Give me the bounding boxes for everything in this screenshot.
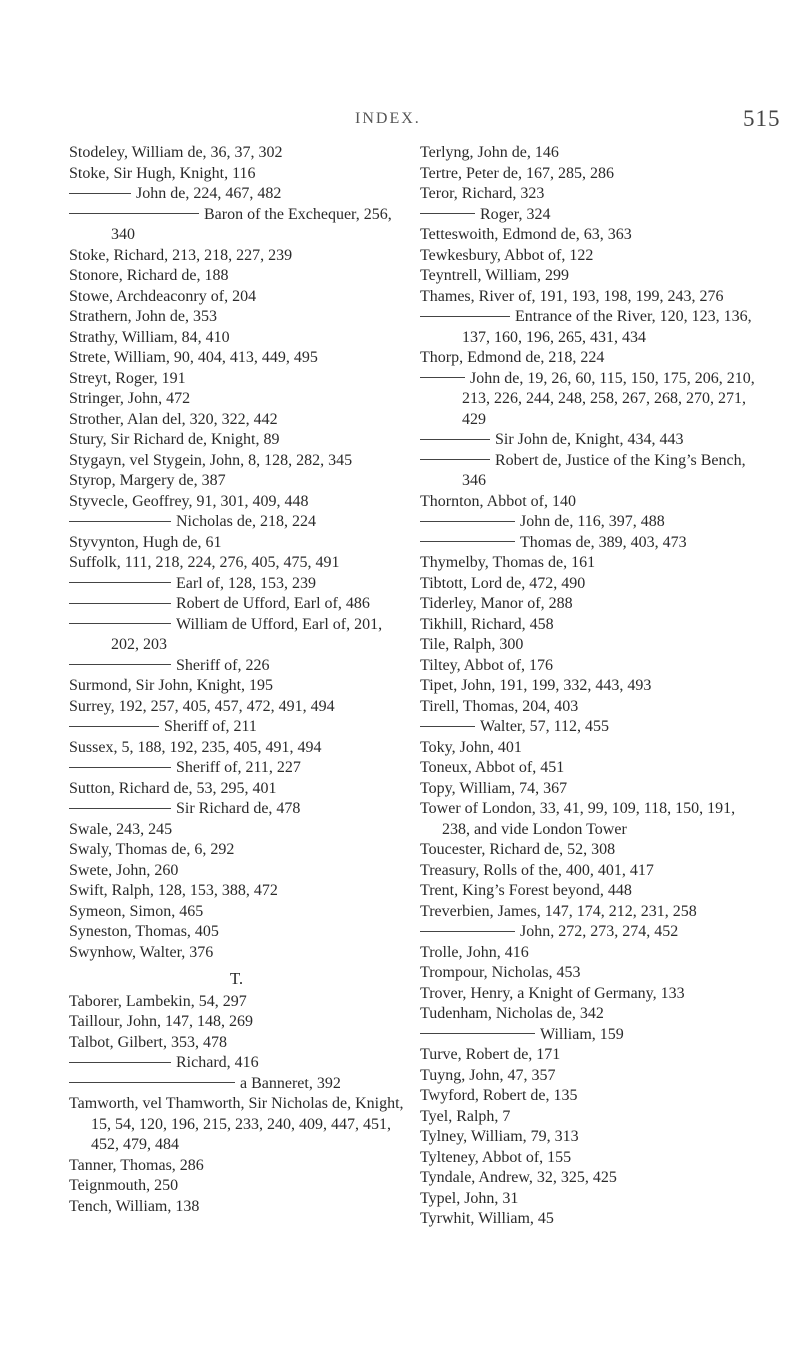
entry-text: Robert de, Justice of the King’s Bench, 346	[462, 451, 746, 489]
index-entry	[420, 738, 760, 759]
index-entry	[420, 164, 760, 185]
index-entry	[69, 471, 404, 492]
index-subentry	[420, 922, 760, 943]
index-entry	[420, 676, 760, 697]
entry-text: Stygayn, vel Stygein, John, 8, 128, 282, 345	[69, 451, 353, 469]
index-entry	[420, 1127, 760, 1148]
index-subentry	[69, 799, 404, 820]
index-entry	[420, 656, 760, 677]
index-entry	[420, 492, 760, 513]
ditto-dash	[69, 623, 171, 624]
index-entry	[69, 492, 404, 513]
index-subentry	[420, 205, 760, 226]
index-subentry	[69, 574, 404, 595]
index-entry	[69, 943, 404, 964]
entry-text: Strete, William, 90, 404, 413, 449, 495	[69, 349, 318, 366]
entry-text: Tirell, Thomas, 204, 403	[420, 697, 579, 715]
ditto-dash	[69, 521, 171, 522]
ditto-dash	[420, 377, 465, 378]
index-subentry	[69, 1074, 404, 1095]
index-entry	[420, 615, 760, 636]
index-entry	[420, 266, 760, 287]
index-subentry	[69, 205, 404, 246]
index-entry	[420, 1066, 760, 1087]
index-entry	[420, 799, 760, 840]
index-entry	[69, 697, 404, 718]
entry-text: John, 272, 273, 274, 452	[520, 923, 679, 940]
index-entry	[420, 143, 760, 164]
entry-text: Tyel, Ralph, 7	[420, 1107, 511, 1125]
entry-text: Tylteney, Abbot of, 155	[420, 1148, 572, 1166]
index-subentry	[420, 717, 760, 738]
entry-text: Thomas de, 389, 403, 473	[520, 533, 687, 551]
entry-text: Trolle, John, 416	[420, 943, 529, 961]
index-entry	[69, 164, 404, 185]
entry-text: Tyrwhit, William, 45	[420, 1210, 554, 1227]
entry-text: Talbot, Gilbert, 353, 478	[69, 1033, 227, 1051]
entry-text: Taillour, John, 147, 148, 269	[69, 1013, 254, 1030]
entry-text: John de, 19, 26, 60, 115, 150, 175, 206, 210, 213, 226, 244, 248, 258, 267, 268, 270, 271, 429	[462, 369, 755, 428]
index-entry	[420, 758, 760, 779]
ditto-dash	[69, 193, 131, 194]
entry-text: Toky, John, 401	[420, 738, 522, 756]
entry-text: Styvecle, Geoffrey, 91, 301, 409, 448	[69, 492, 309, 510]
running-title: INDEX.	[355, 110, 421, 127]
entry-text: Entrance of the River, 120, 123, 136, 137, 160, 196, 265, 431, 434	[462, 308, 752, 346]
index-entry	[420, 984, 760, 1005]
entry-text: Swale, 243, 245	[69, 820, 173, 838]
index-entry	[420, 635, 760, 656]
entry-text: Teignmouth, 250	[69, 1177, 179, 1194]
entry-text: Earl of, 128, 153, 239	[176, 574, 316, 592]
ditto-dash	[420, 316, 510, 317]
index-entry	[69, 1012, 404, 1033]
index-column-right	[420, 143, 760, 1230]
index-column-left	[69, 143, 404, 1217]
entry-text: Typel, John, 31	[420, 1189, 519, 1207]
index-entry	[69, 1033, 404, 1054]
index-entry	[69, 246, 404, 267]
index-entry	[420, 594, 760, 615]
index-entry	[69, 922, 404, 943]
index-entry	[420, 1148, 760, 1169]
index-entry	[69, 410, 404, 431]
index-entry	[69, 348, 404, 369]
index-entry	[69, 369, 404, 390]
entry-text: Sheriff of, 211, 227	[176, 759, 301, 776]
entry-text: Thymelby, Thomas de, 161	[420, 554, 596, 571]
entry-text: Tile, Ralph, 300	[420, 636, 524, 653]
page-header	[0, 106, 800, 136]
ditto-dash	[420, 521, 515, 522]
index-entry	[69, 861, 404, 882]
index-entry	[69, 1156, 404, 1177]
index-subentry	[69, 184, 404, 205]
index-entry	[420, 1107, 760, 1128]
entry-text: Tyndale, Andrew, 32, 325, 425	[420, 1169, 617, 1186]
entry-text: Tamworth, vel Thamworth, Sir Nicholas de, Knight, 15, 54, 120, 196, 215, 233, 240, 409, 447, 451, 452, 479, 484	[69, 1095, 404, 1153]
entry-text: Topy, William, 74, 367	[420, 779, 568, 797]
index-entry	[420, 348, 760, 369]
entry-text: Swaly, Thomas de, 6, 292	[69, 841, 235, 858]
entry-text: Tuyng, John, 47, 357	[420, 1066, 556, 1084]
index-entry	[420, 1189, 760, 1210]
index-entry	[69, 820, 404, 841]
index-entry	[69, 287, 404, 308]
entry-text: Tanner, Thomas, 286	[69, 1156, 204, 1174]
entry-text: William, 159	[540, 1025, 624, 1043]
entry-text: Terlyng, John de, 146	[420, 144, 559, 161]
ditto-dash	[69, 213, 199, 214]
index-entry	[69, 266, 404, 287]
index-entry	[69, 143, 404, 164]
entry-text: John de, 224, 467, 482	[136, 185, 282, 202]
index-entry	[69, 1197, 404, 1218]
entry-text: Sheriff of, 211	[164, 718, 257, 735]
entry-text: Stowe, Archdeaconry of, 204	[69, 287, 257, 305]
index-subentry	[69, 512, 404, 533]
entry-text: Tewkesbury, Abbot of, 122	[420, 246, 594, 264]
entry-text: Syneston, Thomas, 405	[69, 923, 219, 940]
entry-text: Tower of London, 33, 41, 99, 109, 118, 150, 191, 238, and vide London Tower	[420, 800, 736, 838]
index-entry	[420, 943, 760, 964]
entry-text: a Banneret, 392	[240, 1074, 341, 1092]
entry-text: Stonore, Richard de, 188	[69, 267, 229, 284]
entry-text: Toneux, Abbot of, 451	[420, 759, 565, 776]
entry-text: Tench, William, 138	[69, 1197, 200, 1215]
index-entry	[69, 430, 404, 451]
entry-text: Thornton, Abbot of, 140	[420, 492, 576, 510]
entry-text: Stringer, John, 472	[69, 390, 191, 407]
index-entry	[420, 697, 760, 718]
index-entry	[69, 389, 404, 410]
entry-text: Swynhow, Walter, 376	[69, 943, 214, 961]
index-entry	[420, 553, 760, 574]
index-subentry	[69, 594, 404, 615]
entry-text: Tertre, Peter de, 167, 285, 286	[420, 164, 614, 182]
index-subentry	[69, 615, 404, 656]
index-entry	[69, 1094, 404, 1156]
index-entry	[420, 1045, 760, 1066]
index-entry	[69, 553, 404, 574]
entry-text: Treasury, Rolls of the, 400, 401, 417	[420, 861, 654, 879]
entry-text: Teyntrell, William, 299	[420, 267, 570, 284]
entry-text: Tikhill, Richard, 458	[420, 615, 554, 633]
index-subentry	[420, 307, 760, 348]
ditto-dash	[69, 808, 171, 809]
index-entry	[69, 307, 404, 328]
index-entry	[69, 451, 404, 472]
entry-text: Baron of the Exchequer, 256, 340	[111, 205, 392, 243]
entry-text: Thorp, Edmond de, 218, 224	[420, 349, 605, 366]
ditto-dash	[69, 767, 171, 768]
entry-text: Stoke, Richard, 213, 218, 227, 239	[69, 246, 293, 264]
entry-text: Nicholas de, 218, 224	[176, 513, 316, 530]
index-entry	[420, 287, 760, 308]
ditto-dash	[420, 459, 490, 460]
entry-text: Styrop, Margery de, 387	[69, 472, 226, 489]
index-entry	[420, 881, 760, 902]
entry-text: John de, 116, 397, 488	[520, 513, 665, 530]
ditto-dash	[420, 439, 490, 440]
entry-text: Strother, Alan del, 320, 322, 442	[69, 410, 278, 428]
index-entry	[420, 184, 760, 205]
index-subentry	[420, 451, 760, 492]
entry-text: Trover, Henry, a Knight of Germany, 133	[420, 984, 685, 1002]
entry-text: Streyt, Roger, 191	[69, 369, 186, 387]
index-entry	[420, 1168, 760, 1189]
ditto-dash	[69, 582, 171, 583]
index-subentry	[69, 656, 404, 677]
entry-text: Tylney, William, 79, 313	[420, 1128, 579, 1145]
index-entry	[420, 225, 760, 246]
entry-text: Sheriff of, 226	[176, 656, 270, 674]
index-entry	[69, 779, 404, 800]
index-entry	[69, 676, 404, 697]
index-entry	[420, 840, 760, 861]
ditto-dash	[420, 1033, 535, 1034]
entry-text: Swete, John, 260	[69, 861, 179, 879]
index-entry	[420, 1209, 760, 1230]
entry-text: Tipet, John, 191, 199, 332, 443, 493	[420, 677, 652, 694]
index-entry	[69, 840, 404, 861]
entry-text: William de Ufford, Earl of, 201, 202, 203	[111, 615, 383, 653]
index-entry	[420, 902, 760, 923]
index-subentry	[69, 717, 404, 738]
entry-text: Swift, Ralph, 128, 153, 388, 472	[69, 882, 278, 899]
index-subentry	[69, 1053, 404, 1074]
ditto-dash	[420, 541, 515, 542]
entry-text: Twyford, Robert de, 135	[420, 1087, 578, 1104]
entry-text: Richard, 416	[176, 1054, 259, 1071]
index-entry	[69, 1176, 404, 1197]
entry-text: Turve, Robert de, 171	[420, 1046, 561, 1063]
entry-text: Walter, 57, 112, 455	[480, 718, 610, 735]
entry-text: Surmond, Sir John, Knight, 195	[69, 677, 274, 694]
ditto-dash	[69, 726, 159, 727]
index-subentry	[420, 533, 760, 554]
entry-text: Roger, 324	[480, 205, 551, 223]
index-entry	[69, 328, 404, 349]
index-subentry	[420, 430, 760, 451]
index-entry	[420, 861, 760, 882]
index-subentry	[420, 369, 760, 431]
entry-text: Stoke, Sir Hugh, Knight, 116	[69, 164, 256, 182]
index-subentry	[420, 512, 760, 533]
index-entry	[69, 902, 404, 923]
index-entry	[420, 1004, 760, 1025]
entry-text: Strathern, John de, 353	[69, 308, 217, 325]
index-entry	[420, 963, 760, 984]
page-number: 515	[743, 106, 781, 131]
entry-text: Robert de Ufford, Earl of, 486	[176, 595, 370, 612]
ditto-dash	[69, 1062, 171, 1063]
index-entry	[420, 246, 760, 267]
entry-text: Stury, Sir Richard de, Knight, 89	[69, 431, 280, 448]
entry-text: Strathy, William, 84, 410	[69, 328, 230, 346]
entry-text: Teror, Richard, 323	[420, 185, 545, 202]
entry-text: Symeon, Simon, 465	[69, 902, 204, 920]
entry-text: Tetteswoith, Edmond de, 63, 363	[420, 226, 632, 243]
index-subentry	[69, 758, 404, 779]
index-entry	[420, 779, 760, 800]
index-entry	[69, 881, 404, 902]
index-entry	[69, 992, 404, 1013]
index-subentry	[420, 1025, 760, 1046]
entry-text: Stodeley, William de, 36, 37, 302	[69, 144, 283, 161]
entry-text: Suffolk, 111, 218, 224, 276, 405, 475, 491	[69, 554, 340, 571]
ditto-dash	[420, 726, 475, 727]
ditto-dash	[69, 603, 171, 604]
entry-text: Tiderley, Manor of, 288	[420, 595, 573, 612]
entry-text: Sussex, 5, 188, 192, 235, 405, 491, 494	[69, 738, 322, 756]
entry-text: Sutton, Richard de, 53, 295, 401	[69, 779, 277, 797]
entry-text: Tudenham, Nicholas de, 342	[420, 1005, 604, 1022]
entry-text: Sir John de, Knight, 434, 443	[495, 431, 684, 448]
entry-text: Tiltey, Abbot of, 176	[420, 656, 554, 674]
ditto-dash	[69, 1082, 235, 1083]
entry-text: Tibtott, Lord de, 472, 490	[420, 574, 586, 592]
entry-text: Toucester, Richard de, 52, 308	[420, 841, 616, 858]
section-letter: T.	[229, 969, 244, 988]
index-entry	[420, 574, 760, 595]
entry-text: Thames, River of, 191, 193, 198, 199, 243, 276	[420, 287, 724, 305]
index-entry	[69, 533, 404, 554]
entry-text: Surrey, 192, 257, 405, 457, 472, 491, 494	[69, 697, 335, 715]
ditto-dash	[69, 664, 171, 665]
entry-text: Trompour, Nicholas, 453	[420, 964, 581, 981]
entry-text: Styvynton, Hugh de, 61	[69, 533, 222, 551]
entry-text: Sir Richard de, 478	[176, 800, 301, 817]
ditto-dash	[420, 213, 475, 214]
entry-text: Trent, King’s Forest beyond, 448	[420, 882, 632, 899]
index-entry	[69, 738, 404, 759]
entry-text: Taborer, Lambekin, 54, 297	[69, 992, 247, 1010]
ditto-dash	[420, 931, 515, 932]
index-entry	[420, 1086, 760, 1107]
entry-text: Treverbien, James, 147, 174, 212, 231, 258	[420, 902, 697, 920]
